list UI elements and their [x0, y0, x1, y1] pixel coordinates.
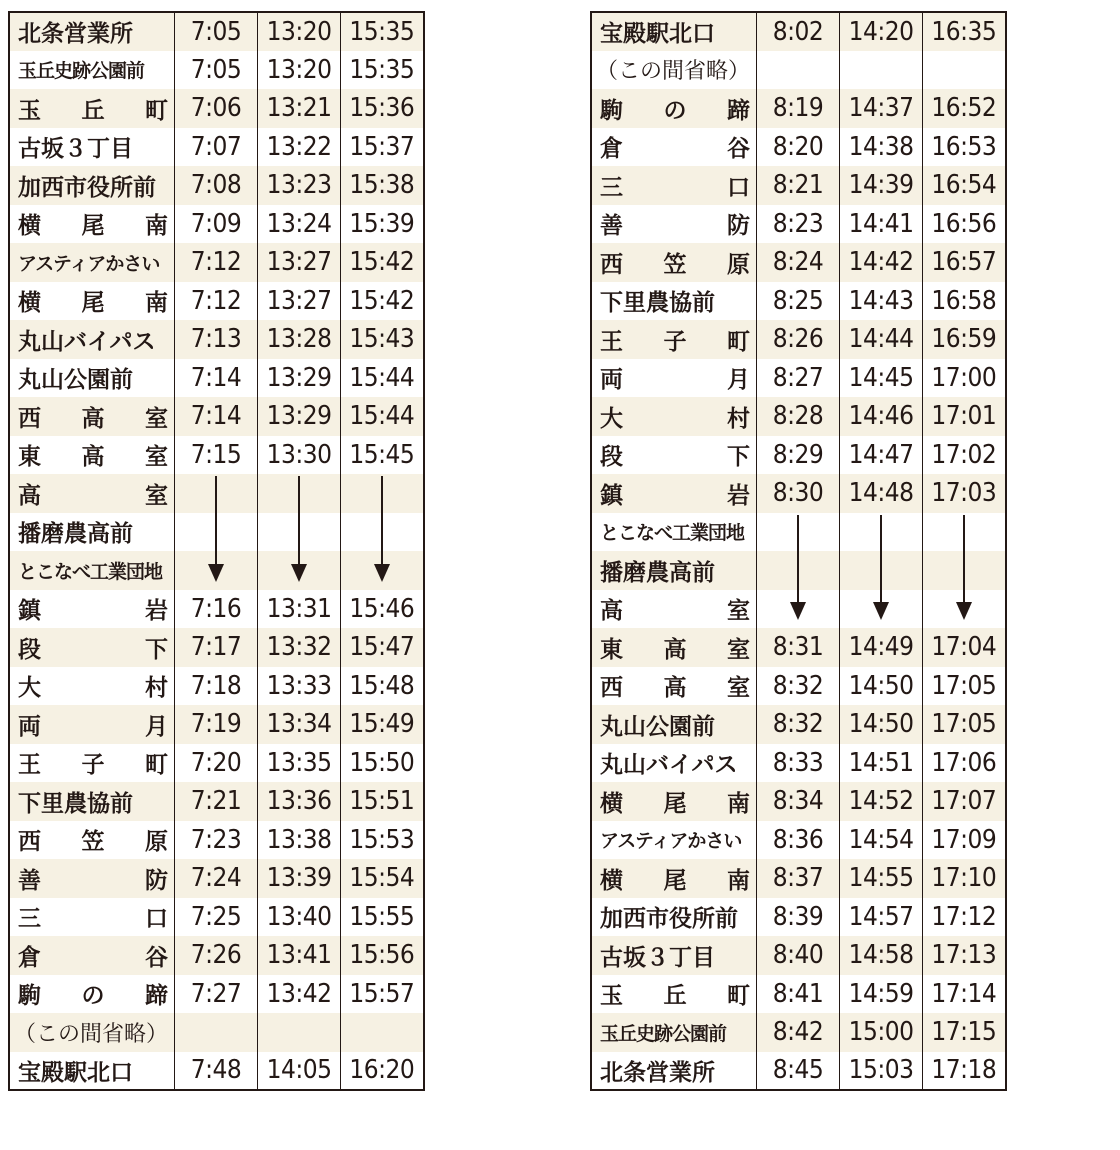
departure-time: 7:15: [175, 436, 258, 475]
departure-time: 7:48: [175, 1052, 258, 1091]
station-name: 駒 の 蹄: [9, 975, 175, 1014]
departure-time: 16:52: [923, 89, 1006, 128]
departure-time: 8:39: [757, 898, 840, 937]
departure-time: [341, 1013, 424, 1052]
station-name: 下里農協前: [591, 282, 757, 321]
departure-time: 8:24: [757, 243, 840, 282]
departure-time: 8:40: [757, 936, 840, 975]
departure-time: 15:03: [840, 1052, 923, 1091]
departure-time: 8:28: [757, 397, 840, 436]
departure-time: 7:07: [175, 128, 258, 167]
timetable-row: [591, 744, 1006, 783]
departure-time: 17:07: [923, 782, 1006, 821]
station-name: 駒 の 蹄: [591, 89, 757, 128]
station-name: 鎮 岩: [9, 590, 175, 629]
departure-time: 15:38: [341, 166, 424, 205]
departure-time: 15:56: [341, 936, 424, 975]
departure-time: 14:52: [840, 782, 923, 821]
departure-time: 8:32: [757, 667, 840, 706]
departure-time: 13:42: [258, 975, 341, 1014]
station-name: 西 高 室: [9, 397, 175, 436]
departure-time: 8:21: [757, 166, 840, 205]
timetable-row: [591, 975, 1006, 1014]
departure-time: 17:03: [923, 474, 1006, 513]
station-name: 王 子 町: [9, 744, 175, 783]
departure-time: 14:05: [258, 1052, 341, 1091]
departure-time: [757, 51, 840, 90]
station-name: 善 防: [9, 859, 175, 898]
departure-time: 13:38: [258, 821, 341, 860]
timetable-row: [9, 859, 424, 898]
departure-time: 17:05: [923, 705, 1006, 744]
departure-time: 7:16: [175, 590, 258, 629]
departure-time: 15:00: [840, 1013, 923, 1052]
timetable-row: [9, 898, 424, 937]
station-name: とこなべ工業団地: [9, 551, 175, 590]
station-name: 玉丘史跡公園前: [591, 1013, 757, 1052]
departure-time: 16:56: [923, 205, 1006, 244]
departure-time: 7:23: [175, 821, 258, 860]
station-name: 倉 谷: [591, 128, 757, 167]
station-name: 倉 谷: [9, 936, 175, 975]
timetable-row: [591, 628, 1006, 667]
departure-time: 13:29: [258, 397, 341, 436]
timetable-row: [591, 243, 1006, 282]
station-name: 宝殿駅北口: [9, 1052, 175, 1091]
timetable-row: [591, 205, 1006, 244]
station-name: 大 村: [9, 667, 175, 706]
departure-time: 7:08: [175, 166, 258, 205]
station-name: 宝殿駅北口: [591, 12, 757, 51]
departure-time: 16:54: [923, 166, 1006, 205]
timetable-row: [9, 744, 424, 783]
station-name: 玉 丘 町: [591, 975, 757, 1014]
station-name: 丸山バイパス: [9, 320, 175, 359]
departure-time: 13:29: [258, 359, 341, 398]
station-name: 加西市役所前: [9, 166, 175, 205]
timetable-row: [9, 975, 424, 1014]
timetable-row: [591, 397, 1006, 436]
departure-time: 7:21: [175, 782, 258, 821]
timetable-row: [9, 1052, 424, 1091]
departure-time: 13:34: [258, 705, 341, 744]
departure-time: 13:35: [258, 744, 341, 783]
departure-time: 13:41: [258, 936, 341, 975]
departure-time: 14:51: [840, 744, 923, 783]
departure-time: 15:50: [341, 744, 424, 783]
departure-time: 17:15: [923, 1013, 1006, 1052]
departure-time: 15:42: [341, 282, 424, 321]
station-name: （この間省略）: [591, 51, 757, 90]
station-name: 北条営業所: [9, 12, 175, 51]
departure-time: 14:20: [840, 12, 923, 51]
timetable-row: [591, 821, 1006, 860]
departure-time: 13:22: [258, 128, 341, 167]
station-name: 段 下: [9, 628, 175, 667]
departure-time: 14:44: [840, 320, 923, 359]
departure-time: 8:36: [757, 821, 840, 860]
timetable-row: [9, 51, 424, 90]
departure-time: 15:43: [341, 320, 424, 359]
departure-time: 8:02: [757, 12, 840, 51]
departure-time: 15:57: [341, 975, 424, 1014]
departure-time: 13:30: [258, 436, 341, 475]
departure-time: 8:30: [757, 474, 840, 513]
timetable-row: [9, 205, 424, 244]
station-name: 鎮 岩: [591, 474, 757, 513]
station-name: 玉丘史跡公園前: [9, 51, 175, 90]
departure-time: 15:47: [341, 628, 424, 667]
timetable-row: [591, 936, 1006, 975]
timetable-row: [9, 782, 424, 821]
departure-time: 8:25: [757, 282, 840, 321]
departure-time: [840, 51, 923, 90]
station-name: 北条営業所: [591, 1052, 757, 1091]
departure-time: 13:32: [258, 628, 341, 667]
departure-time: 8:32: [757, 705, 840, 744]
departure-time: 17:14: [923, 975, 1006, 1014]
timetable-row: [591, 51, 1006, 90]
timetable-row: [591, 359, 1006, 398]
departure-time: 7:18: [175, 667, 258, 706]
departure-time: 13:20: [258, 12, 341, 51]
departure-time: 15:37: [341, 128, 424, 167]
timetable-row: [9, 628, 424, 667]
station-name: 播磨農高前: [591, 551, 757, 590]
timetable-row: [591, 898, 1006, 937]
departure-time: 17:02: [923, 436, 1006, 475]
departure-time: 14:55: [840, 859, 923, 898]
departure-time: 15:44: [341, 397, 424, 436]
departure-time: 14:50: [840, 667, 923, 706]
station-name: アスティアかさい: [9, 243, 175, 282]
departure-time: 14:37: [840, 89, 923, 128]
departure-time: 14:54: [840, 821, 923, 860]
timetable-row: [591, 320, 1006, 359]
station-name: 西 笠 原: [591, 243, 757, 282]
timetable-row: [9, 89, 424, 128]
timetable-row: [591, 667, 1006, 706]
timetable-row: [9, 936, 424, 975]
departure-time: 7:05: [175, 51, 258, 90]
station-name: 三 口: [9, 898, 175, 937]
departure-time: 13:36: [258, 782, 341, 821]
departure-time: 14:41: [840, 205, 923, 244]
timetable-row: [591, 859, 1006, 898]
departure-time: 8:33: [757, 744, 840, 783]
departure-time: 17:18: [923, 1052, 1006, 1091]
departure-time: 7:05: [175, 12, 258, 51]
departure-time: 14:49: [840, 628, 923, 667]
departure-time: 13:40: [258, 898, 341, 937]
timetable-row: [591, 1013, 1006, 1052]
station-name: 横 尾 南: [9, 205, 175, 244]
departure-time: 13:20: [258, 51, 341, 90]
station-name: 丸山公園前: [9, 359, 175, 398]
departure-time: 7:26: [175, 936, 258, 975]
timetable-row: [591, 782, 1006, 821]
station-name: 三 口: [591, 166, 757, 205]
timetable-row: [591, 166, 1006, 205]
departure-time: 8:41: [757, 975, 840, 1014]
departure-time: 17:12: [923, 898, 1006, 937]
departure-time: 14:50: [840, 705, 923, 744]
station-name: 丸山公園前: [591, 705, 757, 744]
departure-time: 17:13: [923, 936, 1006, 975]
station-name: 横 尾 南: [591, 782, 757, 821]
departure-time: 7:13: [175, 320, 258, 359]
departure-time: 14:47: [840, 436, 923, 475]
departure-time: 17:04: [923, 628, 1006, 667]
timetable-row: [9, 397, 424, 436]
station-name: 王 子 町: [591, 320, 757, 359]
departure-time: 14:57: [840, 898, 923, 937]
departure-time: 14:46: [840, 397, 923, 436]
timetable-row: [9, 1013, 424, 1052]
station-name: とこなべ工業団地: [591, 513, 757, 552]
departure-time: 7:06: [175, 89, 258, 128]
departure-time: 16:58: [923, 282, 1006, 321]
timetable-row: [9, 128, 424, 167]
departure-time: 8:45: [757, 1052, 840, 1091]
departure-time: 14:39: [840, 166, 923, 205]
timetable-row: [591, 1052, 1006, 1091]
departure-time: 15:35: [341, 51, 424, 90]
departure-time: 17:00: [923, 359, 1006, 398]
departure-time: 15:49: [341, 705, 424, 744]
timetable-row: [9, 667, 424, 706]
station-name: 古坂３丁目: [9, 128, 175, 167]
timetable-row: [591, 128, 1006, 167]
departure-time: 14:45: [840, 359, 923, 398]
departure-time: 17:01: [923, 397, 1006, 436]
departure-time: 7:12: [175, 282, 258, 321]
departure-time: 15:51: [341, 782, 424, 821]
departure-time: 13:24: [258, 205, 341, 244]
departure-time: 8:37: [757, 859, 840, 898]
station-name: 段 下: [591, 436, 757, 475]
station-name: 下里農協前: [9, 782, 175, 821]
timetable-row: [9, 12, 424, 51]
station-name: 大 村: [591, 397, 757, 436]
departure-time: 13:39: [258, 859, 341, 898]
departure-time: 14:43: [840, 282, 923, 321]
station-name: 丸山バイパス: [591, 744, 757, 783]
departure-time: 15:39: [341, 205, 424, 244]
departure-time: 14:42: [840, 243, 923, 282]
departure-time: 7:19: [175, 705, 258, 744]
departure-time: [175, 1013, 258, 1052]
departure-time: [258, 1013, 341, 1052]
station-name: 高 室: [591, 590, 757, 629]
timetable-row: [9, 320, 424, 359]
station-name: 東 高 室: [9, 436, 175, 475]
station-name: 東 高 室: [591, 628, 757, 667]
departure-time: 17:05: [923, 667, 1006, 706]
departure-time: 8:34: [757, 782, 840, 821]
timetable-row: [9, 821, 424, 860]
departure-time: 7:24: [175, 859, 258, 898]
departure-time: 13:33: [258, 667, 341, 706]
departure-time: 13:27: [258, 243, 341, 282]
departure-time: 7:14: [175, 397, 258, 436]
timetable-row: [9, 166, 424, 205]
timetable-row: [591, 282, 1006, 321]
station-name: 善 防: [591, 205, 757, 244]
departure-time: 8:42: [757, 1013, 840, 1052]
timetable-row: [591, 436, 1006, 475]
departure-time: 8:23: [757, 205, 840, 244]
departure-time: 8:31: [757, 628, 840, 667]
departure-time: 15:35: [341, 12, 424, 51]
timetable-row: [591, 474, 1006, 513]
timetable-row: [9, 705, 424, 744]
departure-time: 15:54: [341, 859, 424, 898]
timetable-row: [9, 590, 424, 629]
timetable-row: [9, 359, 424, 398]
departure-time: 15:53: [341, 821, 424, 860]
departure-time: 16:35: [923, 12, 1006, 51]
departure-time: 15:44: [341, 359, 424, 398]
station-name: 高 室: [9, 474, 175, 513]
station-name: 横 尾 南: [9, 282, 175, 321]
departure-time: 8:27: [757, 359, 840, 398]
departure-time: 15:36: [341, 89, 424, 128]
station-name: 西 笠 原: [9, 821, 175, 860]
timetable-row: [591, 705, 1006, 744]
timetable-row: [9, 243, 424, 282]
station-name: 播磨農高前: [9, 513, 175, 552]
departure-time: 7:12: [175, 243, 258, 282]
departure-time: 7:25: [175, 898, 258, 937]
departure-time: 13:31: [258, 590, 341, 629]
departure-time: 8:20: [757, 128, 840, 167]
departure-time: 15:55: [341, 898, 424, 937]
departure-time: 7:20: [175, 744, 258, 783]
timetable-row: [9, 436, 424, 475]
departure-time: 14:58: [840, 936, 923, 975]
departure-time: 13:27: [258, 282, 341, 321]
departure-time: 7:27: [175, 975, 258, 1014]
station-name: 西 高 室: [591, 667, 757, 706]
departure-time: 13:23: [258, 166, 341, 205]
timetable-row: [591, 89, 1006, 128]
station-name: 玉 丘 町: [9, 89, 175, 128]
departure-time: 13:21: [258, 89, 341, 128]
station-name: アスティアかさい: [591, 821, 757, 860]
departure-time: 8:26: [757, 320, 840, 359]
departure-time: 15:46: [341, 590, 424, 629]
station-name: （この間省略）: [9, 1013, 175, 1052]
departure-time: 15:45: [341, 436, 424, 475]
departure-time: 16:53: [923, 128, 1006, 167]
departure-time: 8:19: [757, 89, 840, 128]
departure-time: 7:17: [175, 628, 258, 667]
station-name: 古坂３丁目: [591, 936, 757, 975]
timetable-row: [591, 12, 1006, 51]
departure-time: 14:38: [840, 128, 923, 167]
departure-time: 17:06: [923, 744, 1006, 783]
departure-time: 16:57: [923, 243, 1006, 282]
station-name: 両 月: [9, 705, 175, 744]
departure-time: 16:20: [341, 1052, 424, 1091]
station-name: 横 尾 南: [591, 859, 757, 898]
station-name: 加西市役所前: [591, 898, 757, 937]
departure-time: 7:14: [175, 359, 258, 398]
timetable-row: [9, 282, 424, 321]
departure-time: 14:48: [840, 474, 923, 513]
departure-time: [923, 51, 1006, 90]
departure-time: 15:42: [341, 243, 424, 282]
station-name: 両 月: [591, 359, 757, 398]
departure-time: 15:48: [341, 667, 424, 706]
departure-time: 16:59: [923, 320, 1006, 359]
departure-time: 13:28: [258, 320, 341, 359]
departure-time: 14:59: [840, 975, 923, 1014]
departure-time: 17:09: [923, 821, 1006, 860]
departure-time: 17:10: [923, 859, 1006, 898]
departure-time: 7:09: [175, 205, 258, 244]
departure-time: 8:29: [757, 436, 840, 475]
